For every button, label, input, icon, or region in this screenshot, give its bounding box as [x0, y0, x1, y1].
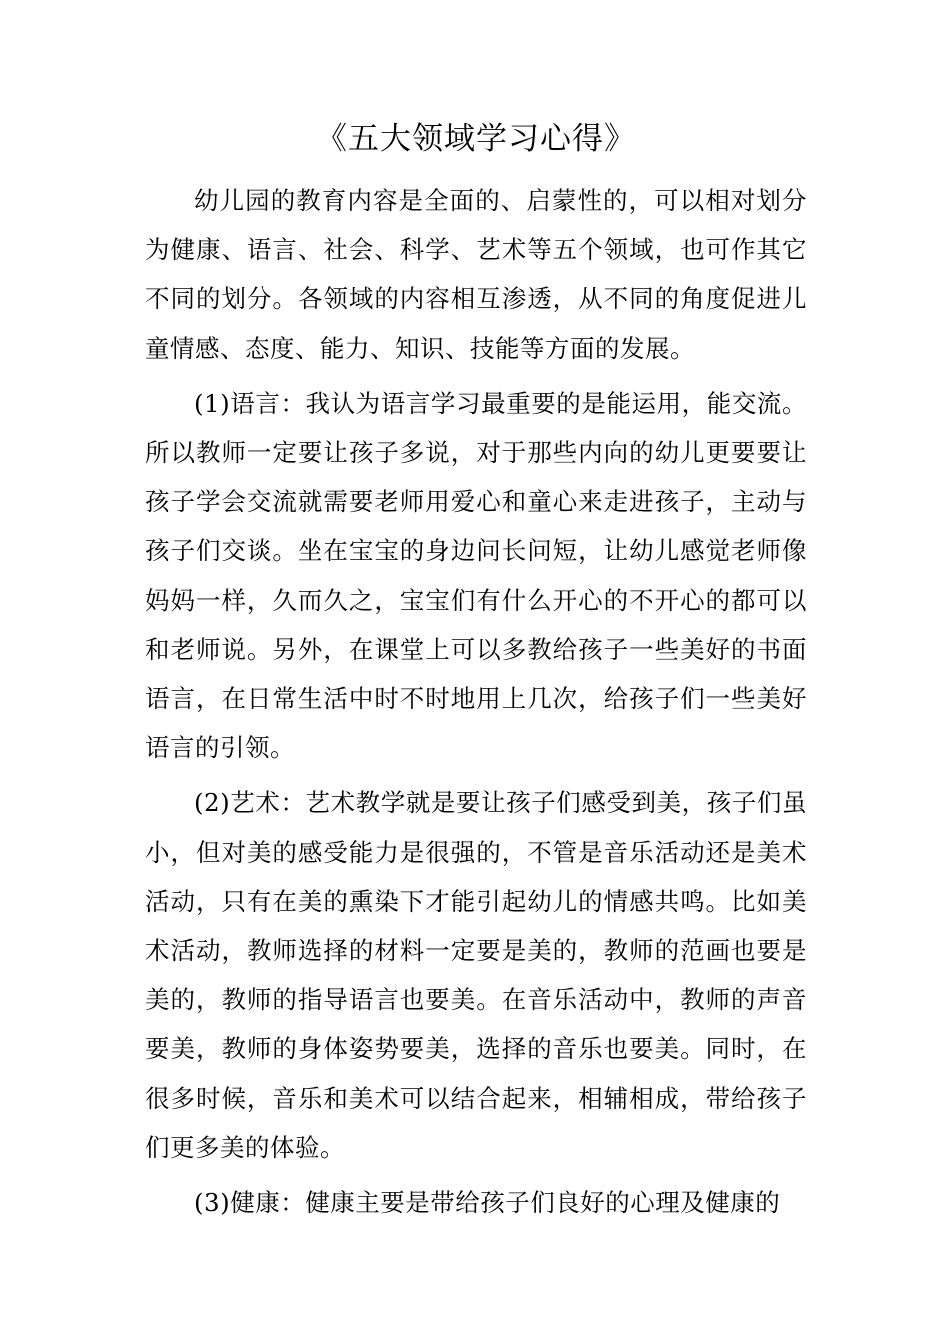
paragraph-intro: 幼儿园的教育内容是全面的、启蒙性的，可以相对划分为健康、语言、社会、科学、艺术等五个领域，也可作其它不同的划分。各领域的内容相互渗透，从不同的角度促进儿童情感、态度、能力、知识、技能等方面的发展。 — [145, 186, 807, 363]
paragraph-health: (3)健康：健康主要是带给孩子们良好的心理及健康的 — [194, 1188, 781, 1218]
paragraph-language: (1)语言：我认为语言学习最重要的是能运用，能交流。所以教师一定要让孩子多说，对于那些内向的幼儿更要要让孩子学会交流就需要老师用爱心和童心来走进孩子，主动与孩子们交谈。坐在宝宝的身边问长问短，让幼儿感觉老师像妈妈一样，久而久之，宝宝们有什么开心的不开心的都可以和老师说。另外，在课堂上可以多教给孩子一些美好的书面语言，在日常生活中时不时地用上几次，给孩子们一些美好语言的引领。 — [145, 388, 807, 763]
document-page — [145, 118, 807, 1233]
document-title: 《五大领域学习心得》 — [316, 121, 636, 157]
paragraph-art: (2)艺术：艺术教学就是要让孩子们感受到美，孩子们虽小，但对美的感受能力是很强的，不管是音乐活动还是美术活动，只有在美的熏染下才能引起幼儿的情感共鸣。比如美术活动，教师选择的材料一定要是美的，教师的范画也要是美的，教师的指导语言也要美。在音乐活动中，教师的声音要美，教师的身体姿势要美，选择的音乐也要美。同时，在很多时候，音乐和美术可以结合起来，相辅相成，带给孩子们更多美的体验。 — [145, 788, 807, 1162]
